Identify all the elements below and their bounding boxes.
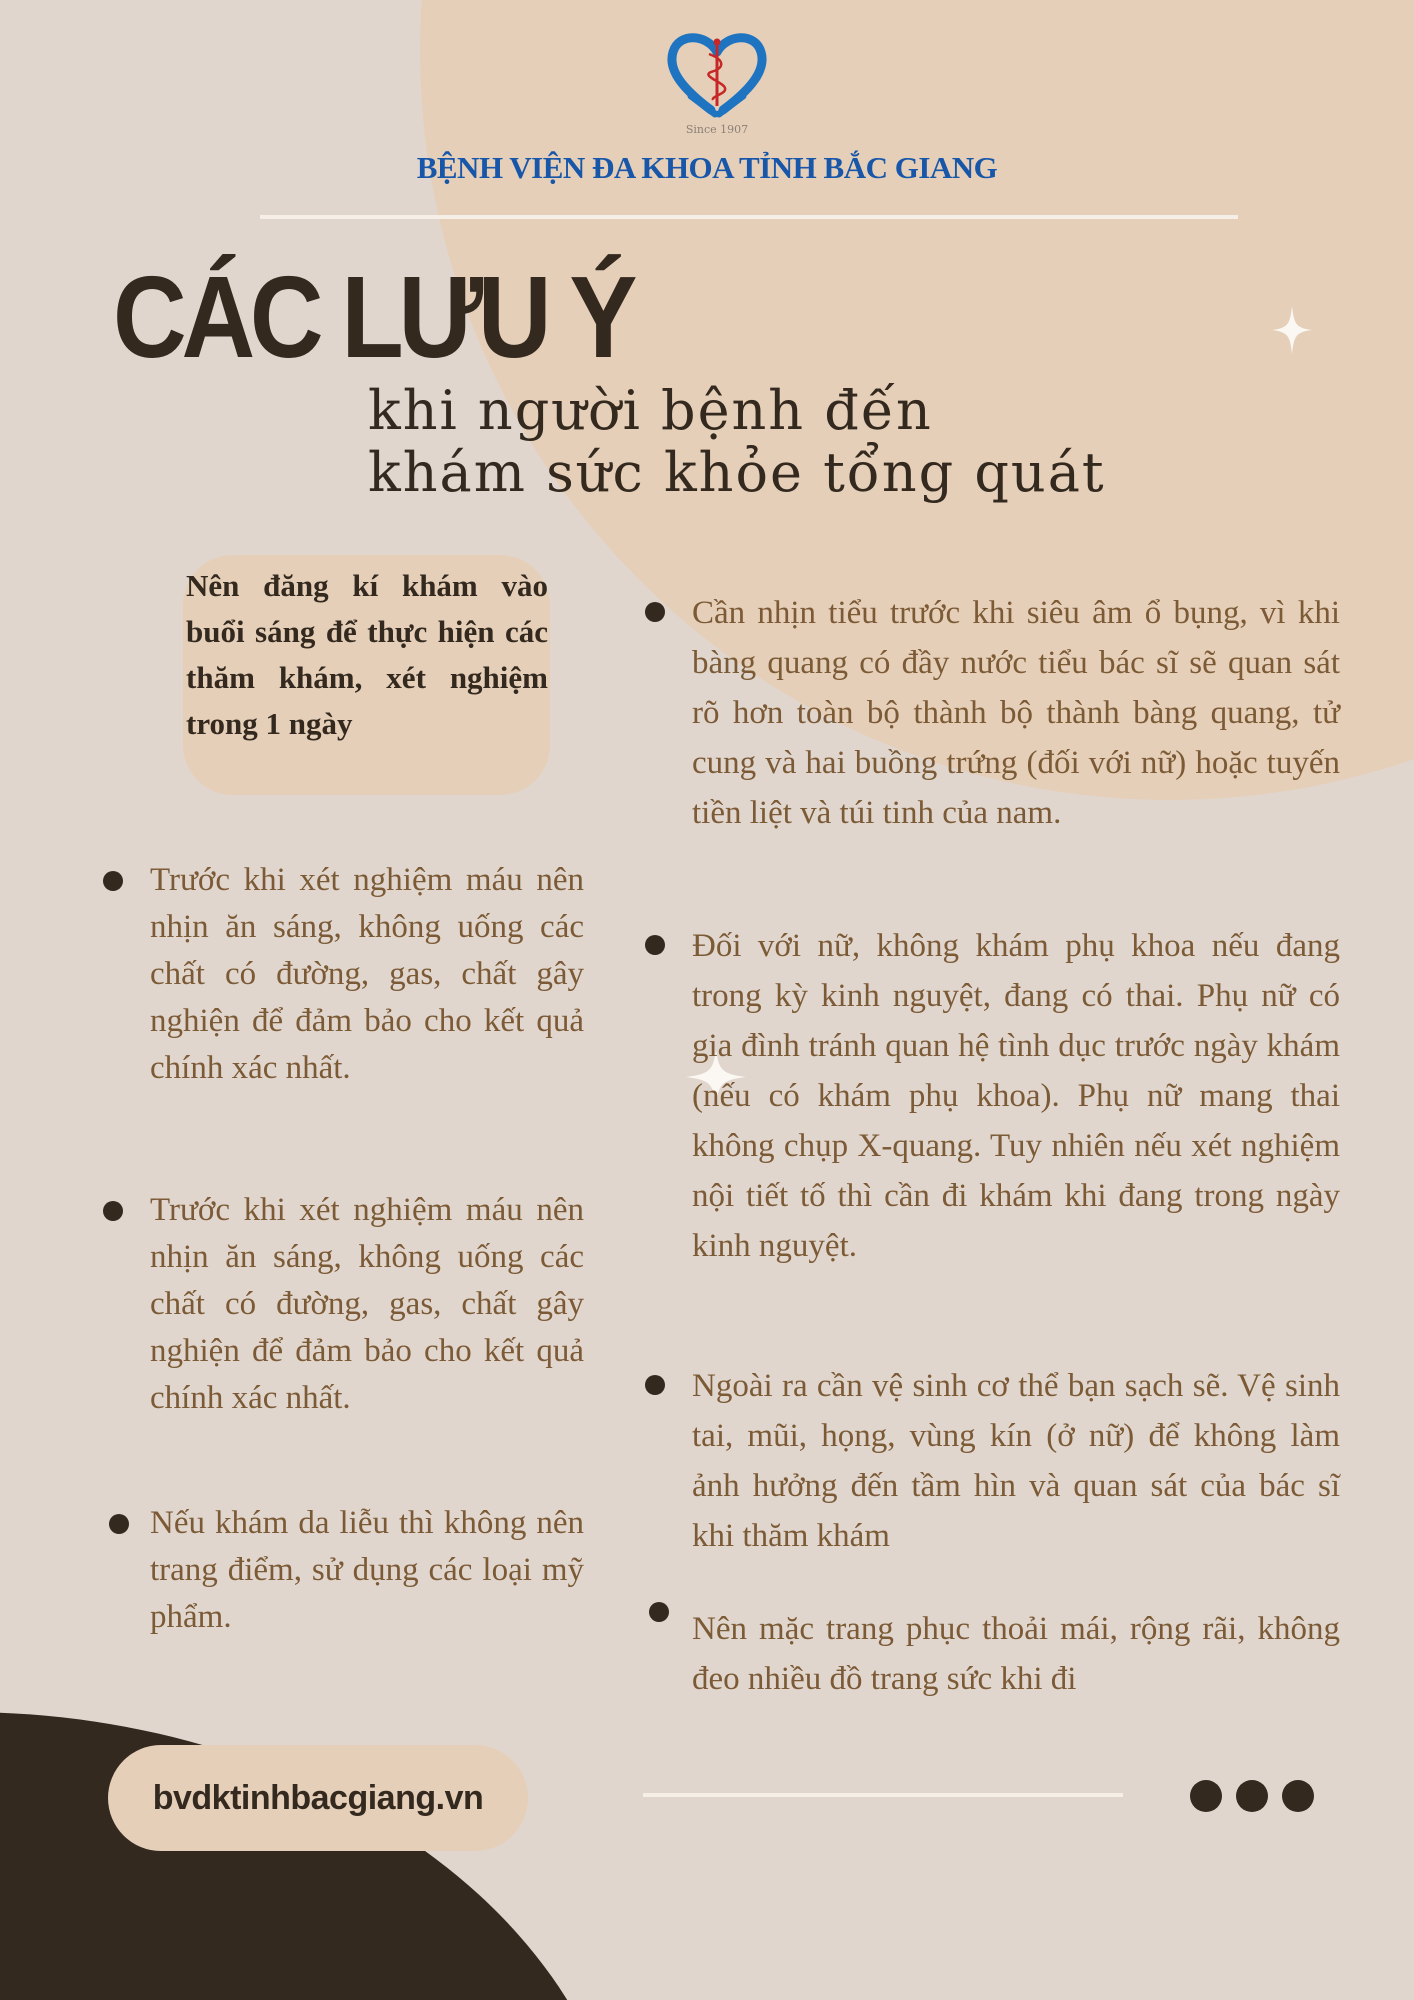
bullet-dot	[645, 602, 665, 622]
header-divider	[260, 215, 1238, 219]
list-item	[692, 1604, 1340, 1704]
footer-dots	[1190, 1780, 1314, 1812]
caduceus-heart-hands-icon	[667, 30, 767, 122]
list-item-text: Trước khi xét nghiệm máu nên nhịn ăn sáng, không uống các chất có đường, gas, chất gây nghiện để đảm bảo cho kết quả chính xác nhất.	[150, 862, 584, 1086]
list-item	[692, 588, 1340, 838]
list-item	[692, 921, 1340, 1271]
list-item-text: Nếu khám da liễu thì không nên trang điểm, sử dụng các loại mỹ phẩm.	[150, 1505, 584, 1635]
list-item-text: Cần nhịn tiểu trước khi siêu âm ổ bụng, vì khi bàng quang có đầy nước tiểu bác sĩ sẽ quan sát rõ hơn toàn bộ thành bộ thành bàng quang, tử cung và hai buồng trứng (đối với nữ) hoặc tuyến tiền liệt và túi tinh của nam.	[692, 595, 1340, 831]
footer-dot	[1282, 1780, 1314, 1812]
footer-dot	[1190, 1780, 1222, 1812]
list-item-text: Trước khi xét nghiệm máu nên nhịn ăn sáng, không uống các chất có đường, gas, chất gây nghiện để đảm bảo cho kết quả chính xác nhất.	[150, 1192, 584, 1416]
bullet-dot	[109, 1514, 129, 1534]
page-title: CÁC LƯU Ý	[113, 252, 633, 382]
footer-dot	[1236, 1780, 1268, 1812]
list-item	[692, 1361, 1340, 1561]
sparkle-icon	[1272, 306, 1312, 354]
subtitle-line-1: khi người bệnh đến	[368, 379, 933, 442]
bullet-dot	[649, 1602, 669, 1622]
subtitle-line-2: khám sức khỏe tổng quát	[368, 441, 1106, 504]
hospital-logo	[657, 30, 777, 136]
bullet-dot	[103, 871, 123, 891]
list-item-text: Ngoài ra cần vệ sinh cơ thể bạn sạch sẽ. Vệ sinh tai, mũi, họng, vùng kín (ở nữ) để không làm ảnh hưởng đến tầm hìn và quan sát của bác sĩ khi thăm khám	[692, 1368, 1340, 1554]
list-item-text: Nên mặc trang phục thoải mái, rộng rãi, không đeo nhiều đồ trang sức khi đi	[692, 1611, 1340, 1697]
hospital-name: BỆNH VIỆN ĐA KHOA TỈNH BẮC GIANG	[416, 150, 998, 185]
bullet-dot	[645, 935, 665, 955]
note-text: Nên đăng kí khám vào buổi sáng để thực hiện các thăm khám, xét nghiệm trong 1 ngày	[186, 568, 548, 741]
list-item	[150, 1187, 584, 1422]
since-label: Since 1907	[685, 123, 749, 136]
footer-divider	[643, 1793, 1123, 1797]
website-link[interactable]	[108, 1745, 528, 1851]
bullet-dot	[645, 1375, 665, 1395]
list-item	[150, 1500, 584, 1641]
page-subtitle	[368, 380, 1106, 504]
bullet-dot	[103, 1201, 123, 1221]
list-item	[150, 857, 584, 1092]
list-item-text: Đối với nữ, không khám phụ khoa nếu đang trong kỳ kinh nguyệt, đang có thai. Phụ nữ có gia đình tránh quan hệ tình dục trước ngày khám (nếu có khám phụ khoa). Phụ nữ mang thai không chụp X-quang. Tuy nhiên nếu xét nghiệm nội tiết tố thì cần đi khám khi đang trong ngày kinh nguyệt.	[692, 928, 1340, 1264]
website-url[interactable]: bvdktinhbacgiang.vn	[152, 1778, 484, 1817]
